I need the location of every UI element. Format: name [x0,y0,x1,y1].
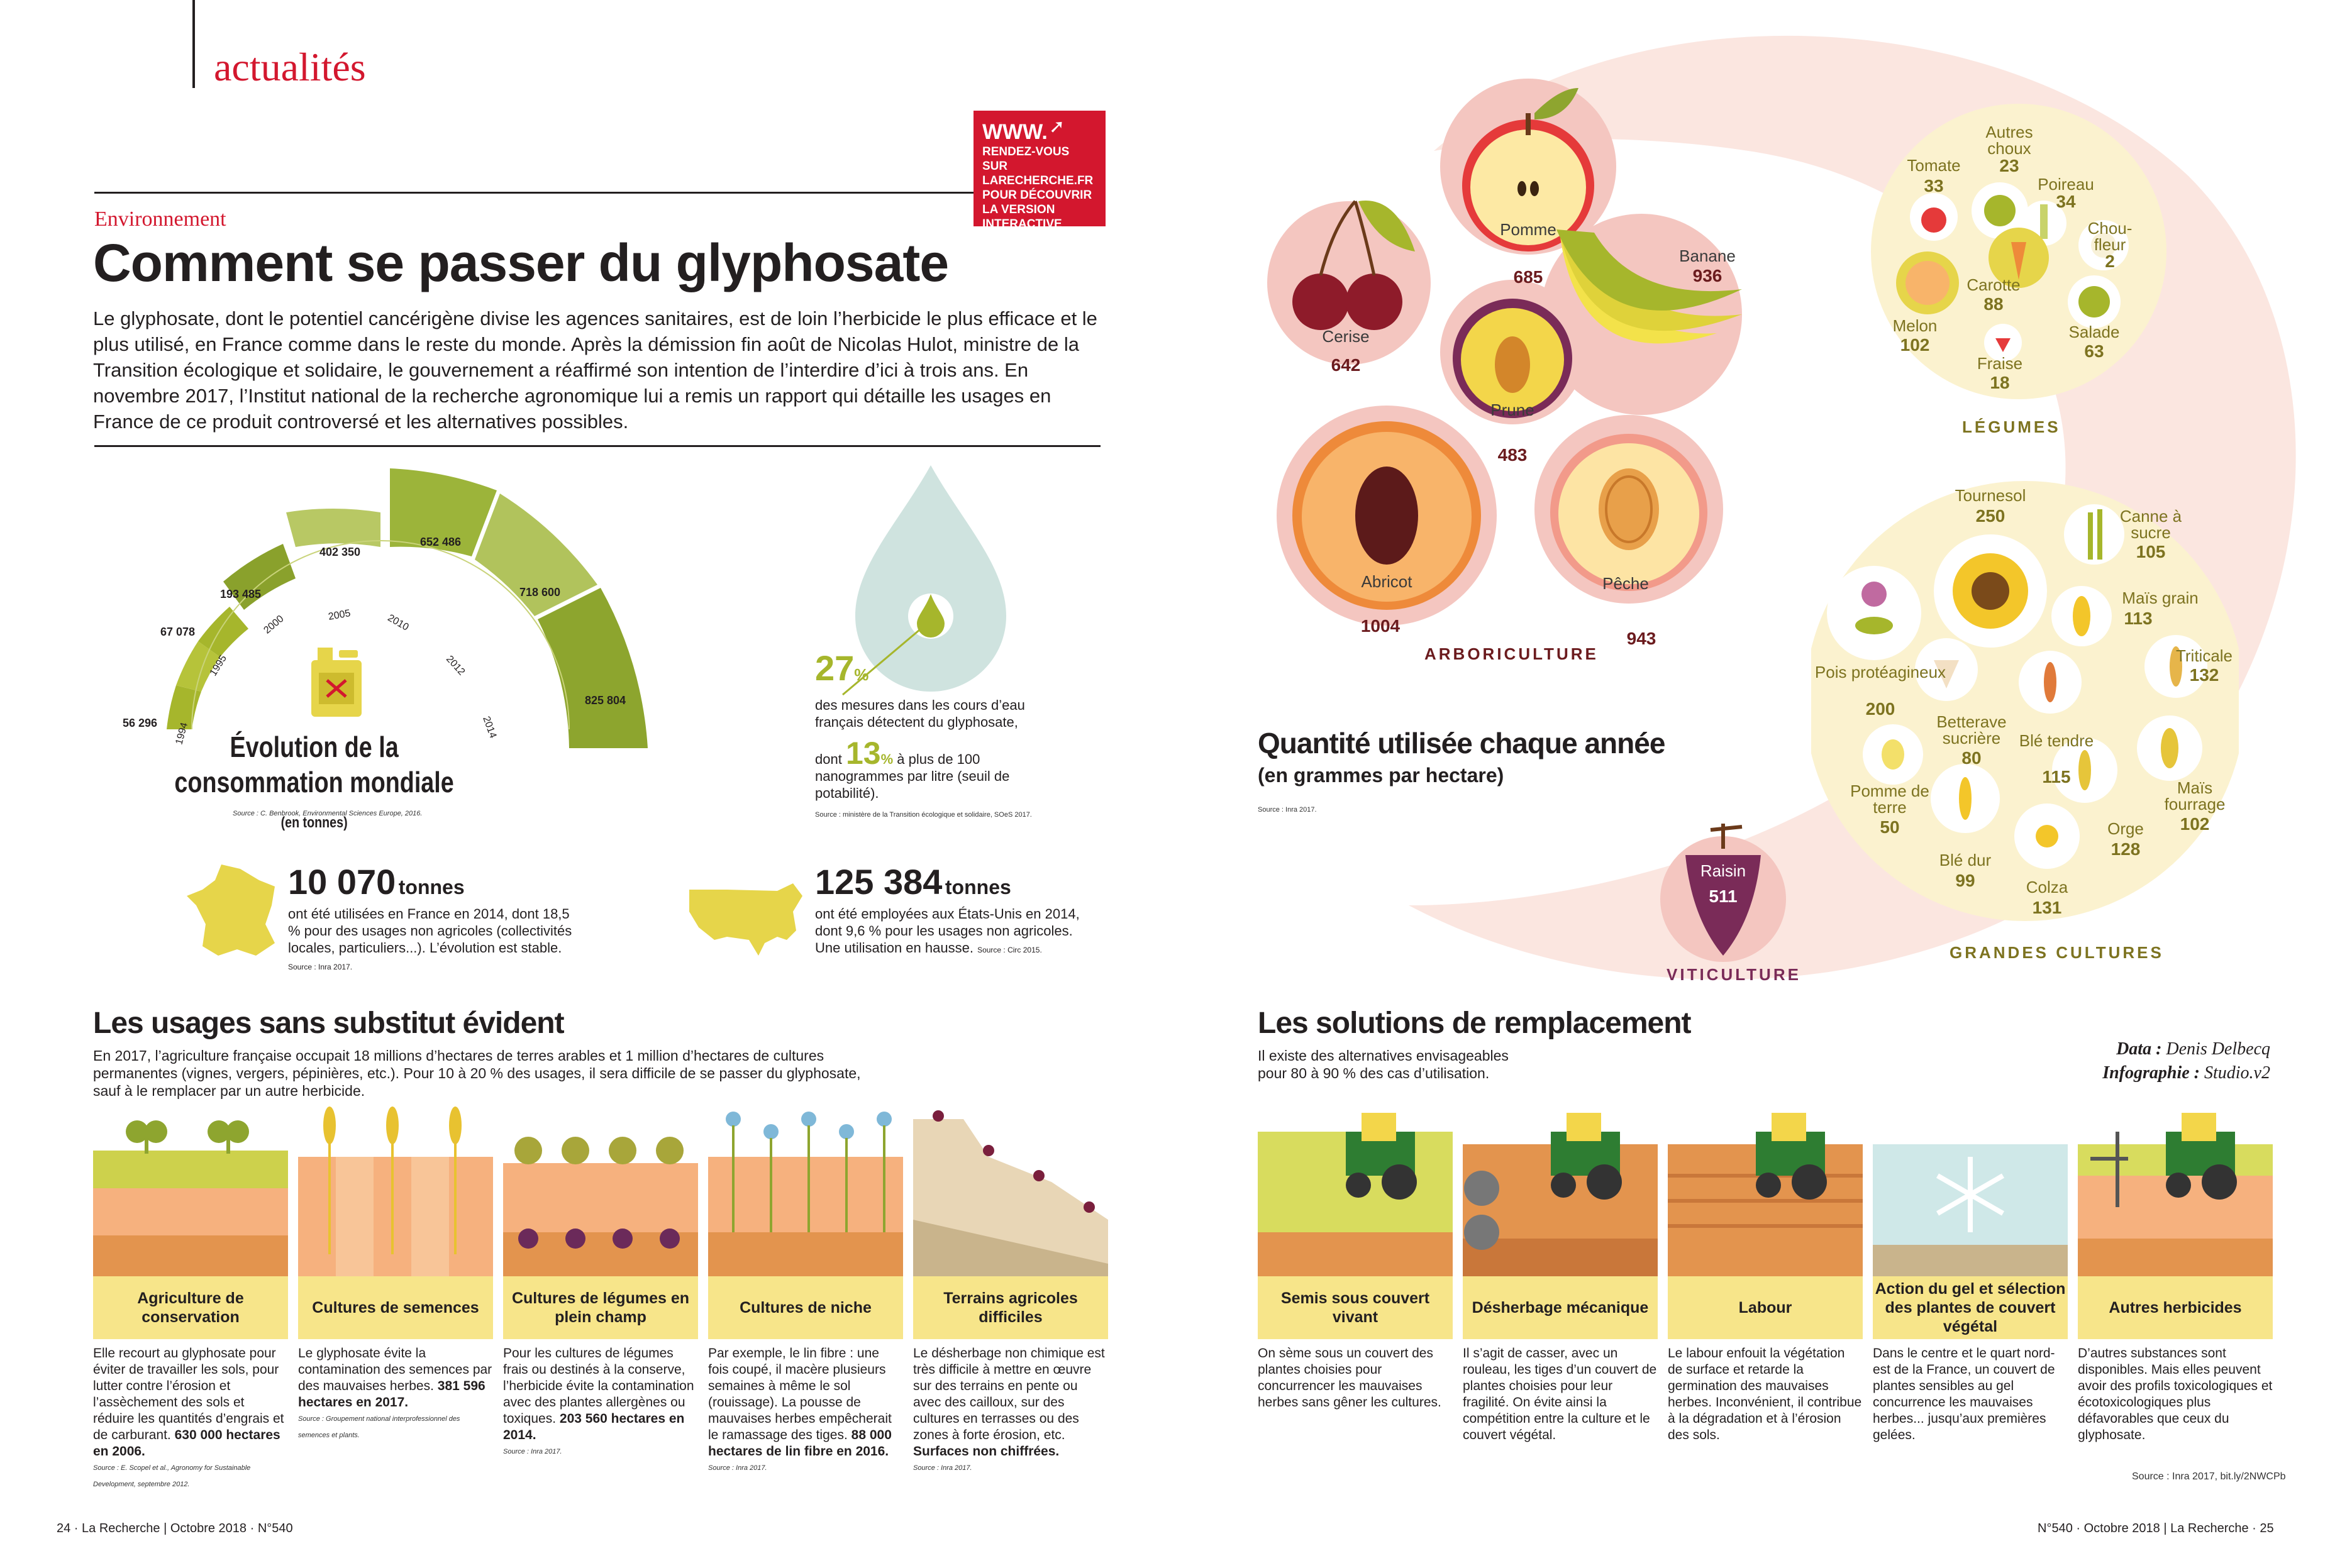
usage-desc-text: Elle recourt au glyphosate pour éviter de travailler les sols, pour lutter contre l’érosion et l’assèchement des sols et réduire les quantités d’engrais et de carburant. [93,1346,284,1442]
year-1995: 1995 [208,653,230,678]
usage-card-conservation [93,1107,288,1339]
usage-card-label: Agriculture de conservation [93,1276,288,1339]
solution-desc-gel: Dans le centre et le quart nord-est de la France, un couvert de plantes sensibles au gel concurrence les mauvaises herbes... jusqu’aux premières gelées. [1873,1346,2055,1442]
usage-desc-terrains [913,1345,1108,1476]
usage-desc-niche [708,1345,903,1476]
water-pct-block [815,648,868,688]
solution-card-label: Désherbage mécanique [1463,1276,1658,1339]
water-pct-unit: % [854,665,869,684]
header-rule [94,192,1101,194]
usage-desc-source: Source : Inra 2017. [708,1464,767,1472]
evolution-title-line2 [170,765,458,841]
usa-source: Source : Circ 2015. [977,946,1042,954]
grandes-cultures-title: GRANDES CULTURES [1950,943,2164,962]
usa-map-icon [683,877,809,959]
www-label: WWW. [982,120,1048,144]
crop-label-orge: Orge [2107,819,2144,838]
water-source: Source : ministère de la Transition écologique et solidaire, SOeS 2017. [815,811,1032,819]
usage-desc-semences [298,1345,493,1444]
crop-value-betterave: 80 [1961,748,1982,768]
crop-label-mais-grain: Maïs grain [2122,588,2199,607]
value-2014: 825 804 [585,694,626,707]
credit-data-name: Denis Delbecq [2166,1039,2270,1059]
year-2005: 2005 [327,608,352,622]
herbicides-illustration [2078,1107,2273,1276]
veg-value-salade: 63 [2084,341,2104,361]
solution-card-label: Labour [1668,1276,1863,1339]
veg-value-tomate: 33 [1924,176,1944,196]
usa-desc: ont été employées aux États-Unis en 2014, dont 9,6 % pour les usages non agricoles. Une utilisation en hausse. [815,906,1080,956]
france-unit: tonnes [398,876,465,898]
usage-desc-figure: 203 560 hectares en 2014. [503,1411,685,1442]
veg-label-carotte: Carotte [1966,275,2021,294]
water-text-2: à plus de 100 nanogrammes par litre (seuil de potabilité). [815,751,1010,801]
gel-illustration [1873,1107,2068,1276]
usage-card-label: Cultures de légumes en plein champ [503,1276,698,1339]
legumes-title: LÉGUMES [1962,417,2061,436]
fruit-label-peche: Pêche [1602,574,1649,593]
crop-value-ble-tendre: 115 [2042,767,2071,787]
usage-desc-text: Par exemple, le lin fibre : une fois coupé, il macère plusieurs semaines à même le sol (rouissage). La pousse de mauvaises herbes empêcherait le ramassage des tiges. [708,1346,892,1442]
usage-card-label: Cultures de semences [298,1276,493,1339]
usage-desc-figure: Surfaces non chiffrées. [913,1444,1060,1459]
terrains-illustration [913,1107,1108,1276]
solution-card-herbicides [2078,1107,2273,1339]
page-title: Comment se passer du glyphosate [93,233,949,292]
year-2010: 2010 [386,612,411,633]
fruit-value-pomme: 685 [1513,267,1543,287]
crop-label-canne: Canne à sucre [2119,507,2182,542]
footer-right: N°540 · Octobre 2018 | La Recherche · 25 [2038,1521,2274,1535]
veg-value-fraise: 18 [1990,373,2010,392]
solution-card-labour [1668,1107,1863,1339]
pea-icon [1827,566,1921,660]
crop-value-tournesol: 250 [1975,506,2005,526]
usage-desc-source: Source : E. Scopel et al., Agronomy for Sustainable Development, septembre 2012. [93,1464,251,1488]
arboriculture-title: ARBORICULTURE [1424,644,1599,663]
veg-label-poireau: Poireau [2038,175,2094,194]
quantite-title: Quantité utilisée chaque année [1258,727,1665,759]
usage-card-semences [298,1107,493,1339]
solution-card-label: Autres herbicides [2078,1276,2273,1339]
france-map-icon [184,861,284,962]
water-pct-2-unit: % [880,751,894,767]
value-2012: 718 600 [519,586,561,599]
evolution-title [170,729,458,841]
quantite-source: Source : Inra 2017. [1258,806,1317,814]
legumes-illustration [503,1107,698,1276]
veg-label-salade: Salade [2068,323,2120,341]
crop-label-pois: Pois protéagineux [1814,663,1946,682]
usage-desc-conservation [93,1345,288,1493]
niche-illustration [708,1107,903,1276]
credits [2075,1037,2270,1085]
solutions-source: Source : Inra 2017, bit.ly/2NWCPb [2132,1471,2286,1482]
rubric-title: actualités [214,45,366,89]
usage-desc-source: Source : Inra 2017. [913,1464,972,1472]
credit-info [2075,1061,2270,1085]
veg-value-carotte: 88 [1983,294,2004,314]
oil-drop-icon [908,594,953,639]
solution-card-label: Action du gel et sélection des plantes de couvert végétal [1873,1276,2068,1339]
crop-label-betterave: Betterave sucrière [1936,712,2007,748]
veg-label-autres-choux: Autres choux [1985,123,2033,158]
water-pct-2: 13 [845,736,881,771]
crop-label-tournesol: Tournesol [1955,486,2026,505]
section-label: Environnement [94,207,226,231]
crop-label-pomme-de-terre: Pomme de terre [1850,781,1929,817]
year-2012: 2012 [443,653,467,678]
solutions-title: Les solutions de remplacement [1258,1007,1691,1040]
year-2000: 2000 [262,613,286,636]
crop-value-pois: 200 [1865,699,1895,719]
veg-value-chou-fleur: 2 [2105,251,2115,271]
interactive-version-link[interactable] [974,111,1106,231]
fruit-label-abricot: Abricot [1361,572,1412,591]
value-1994: 56 296 [123,717,158,729]
wheat-icon [2019,651,2082,714]
veg-value-poireau: 34 [2056,192,2076,211]
crop-label-colza: Colza [2026,878,2068,897]
usage-card-label: Cultures de niche [708,1276,903,1339]
solution-card-gel [1873,1107,2068,1339]
rubric-bar [192,0,195,88]
apricot-icon [1277,406,1497,626]
crop-value-mais-grain: 113 [2124,609,2153,628]
water-text-2-block [815,736,1054,802]
evolution-title-main: consommation mondiale [174,766,454,798]
credit-info-name: Studio.v2 [2204,1063,2270,1083]
evolution-title-line1: Évolution de la [230,731,399,763]
conservation-illustration [93,1107,288,1276]
usa-unit: tonnes [945,876,1011,898]
intro-rule [94,445,1101,447]
france-source: Source : Inra 2017. [288,963,353,971]
fruit-value-cerise: 642 [1331,355,1361,375]
veg-label-chou-fleur: Chou-fleur [2087,219,2133,254]
salad-icon [2068,275,2121,328]
corn-forage-icon [2137,715,2202,781]
crop-value-pomme-de-terre: 50 [1880,817,1900,837]
crop-value-colza: 131 [2032,898,2062,917]
corn-grain-icon [2051,586,2112,646]
usage-desc-text: Le désherbage non chimique est très difficile à mettre en œuvre sur des terrains en pente ou avec des cailloux, sur des cultures en terrasses ou des zones à forte érosion, etc. [913,1346,1105,1442]
crop-value-canne: 105 [2136,542,2166,561]
crop-value-triticale: 132 [2189,665,2219,685]
veg-label-tomate: Tomate [1907,156,1961,175]
usages-subtitle: En 2017, l’agriculture française occupait 18 millions d’hectares de terres arables et 1 million d’hectares de cultures permanentes (vignes, vergers, pépinières, etc.). Pour 10 à 20 % des usages, il sera difficile de se passer du glyphosate, sauf à le remplacer par un autre herbicide. [93,1047,861,1099]
fruit-label-prune: Prune [1490,400,1534,419]
rapeseed-icon [2014,803,2080,869]
semences-illustration [298,1107,493,1276]
cursor-icon: ➚ [1049,116,1065,137]
veg-value-melon: 102 [1900,335,1930,355]
evolution-source: Source : C. Benbrook, Environmental Sciences Europe, 2016. [233,810,423,817]
usage-card-niche [708,1107,903,1339]
desherbage-illustration [1463,1107,1658,1276]
crop-value-orge: 128 [2111,839,2141,859]
usa-value: 125 384 [815,862,943,902]
usage-desc-figure: 381 596 hectares en 2017. [298,1379,485,1410]
fruit-value-banane: 936 [1692,266,1722,285]
fruit-value-prune: 483 [1497,445,1528,465]
crop-label-mais-fourrage: Maïs fourrage [2164,778,2226,814]
crop-label-ble-dur: Blé dur [1939,851,1992,870]
france-text [288,905,584,976]
evolution-unit: (en tonnes) [280,814,348,831]
quantite-subtitle: (en grammes par hectare) [1258,764,1504,787]
value-2010: 652 486 [420,536,462,548]
solution-card-desherbage [1463,1107,1658,1339]
water-text-1: des mesures dans les cours d’eau français détectent du glyphosate, [815,697,1025,730]
usage-desc-legumes [503,1345,698,1460]
grape-label: Raisin [1700,861,1746,880]
usage-desc-source: Source : Groupement national interprofessionnel des semences et plants. [298,1415,460,1439]
usage-card-legumes [503,1107,698,1339]
semis-illustration [1258,1107,1453,1276]
sunflower-icon [1934,534,2047,648]
potato-icon [1863,724,1923,785]
usage-desc-text: Le glyphosate évite la contamination des semences par des mauvaises herbes. [298,1346,492,1393]
value-2000: 193 485 [220,588,262,600]
labour-illustration [1668,1107,1863,1276]
solutions-subtitle: Il existe des alternatives envisageables pour 80 à 90 % des cas d’utilisation. [1258,1047,1509,1081]
fruit-label-cerise: Cerise [1322,327,1370,346]
usage-card-terrains [913,1107,1108,1339]
usage-desc-figure: 630 000 hectares en 2006. [93,1428,280,1459]
fruit-label-pomme: Pomme [1500,220,1556,239]
solution-desc-herbicides: D’autres substances sont disponibles. Mais elles peuvent avoir des profils toxicologiques et écotoxicologiques plus défavorables que ceux du glyphosate. [2078,1346,2273,1442]
melon-icon [1896,251,1959,314]
footer-left: 24 · La Recherche | Octobre 2018 · N°540 [57,1521,293,1535]
viticulture-title: VITICULTURE [1667,965,1801,984]
france-desc: ont été utilisées en France en 2014, dont 18,5 % pour des usages non agricoles (collectivités locales, particuliers...). L’évolution est stable. [288,906,572,956]
credit-data-label: Data : [2116,1039,2162,1059]
fruit-value-peche: 943 [1626,629,1656,648]
www-text: RENDEZ-VOUS SUR LARECHERCHE.FR POUR DÉCOUVRIR LA VERSION INTERACTIVE [982,145,1094,231]
veg-label-melon: Melon [1892,316,1938,335]
veg-value-autres-choux: 23 [1999,156,2019,175]
crop-label-ble-tendre: Blé tendre [2019,731,2094,750]
crop-value-ble-dur: 99 [1955,871,1975,890]
tomato-icon [1910,193,1958,241]
usa-text [815,905,1098,959]
water-pct: 27 [815,648,855,688]
solution-card-semis [1258,1107,1453,1339]
durum-wheat-icon [1931,764,2000,833]
year-2014: 2014 [480,715,499,740]
solution-desc-semis: On sème sous un couvert des plantes choisies pour concurrencer les mauvaises herbes sans gêner les cultures. [1258,1346,1441,1410]
value-2005: 402 350 [319,546,361,558]
solution-desc-labour: Le labour enfouit la végétation de surface et retarde la germination des mauvaises herbes. Inconvénient, il contribue à la dégradation et à l’érosion des sols. [1668,1346,1862,1442]
usage-desc-source: Source : Inra 2017. [503,1448,562,1455]
intro-paragraph: Le glyphosate, dont le potentiel cancérigène divise les agences sanitaires, est de loin l’herbicide le plus efficace et le plus utilisé, en France comme dans le reste du monde. Après la démission fin août de Nicolas Hulot, ministre de la Transition écologique et solidaire, le gouvernement a réaffirmé son intention de l’interdire d’ici à trois ans. En novembre 2017, l’Institut national de la recherche agronomique lui a remis un rapport qui détaille les usages en France de ce produit controversé et les alternatives possibles. [93,307,1097,433]
grape-value: 511 [1709,886,1738,906]
credit-info-label: Infographie : [2102,1063,2200,1083]
usa-figure [815,861,1011,902]
solution-desc-desherbage: Il s’agit de casser, avec un rouleau, les tiges d’un couvert de plantes choisies pour leur fragilité. On évite ainsi la compétition entre la culture et le couvert végétal. [1463,1346,1657,1442]
crop-value-mais-fourrage: 102 [2180,814,2210,834]
france-value: 10 070 [288,862,396,902]
usage-card-label: Terrains agricoles difficiles [913,1276,1108,1339]
water-dont: dont [815,751,842,767]
credit-data [2075,1037,2270,1061]
solution-card-label: Semis sous couvert vivant [1258,1276,1453,1339]
usages-title: Les usages sans substitut évident [93,1007,564,1040]
france-figure [288,861,465,902]
usage-desc-text: Pour les cultures de légumes frais ou destinés à la conserve, l’herbicide évite la contamination avec des plantes allergènes ou toxiques. [503,1346,694,1426]
fruit-label-banane: Banane [1679,246,1736,265]
fruit-value-abricot: 1004 [1360,616,1401,636]
value-1995: 67 078 [160,626,196,638]
usage-desc-figure: 88 000 hectares de lin fibre en 2016. [708,1428,892,1459]
year-1994: 1994 [174,721,191,746]
veg-label-fraise: Fraise [1977,354,2023,373]
crop-label-triticale: Triticale [2175,646,2233,665]
jerrycan-icon [311,648,362,717]
